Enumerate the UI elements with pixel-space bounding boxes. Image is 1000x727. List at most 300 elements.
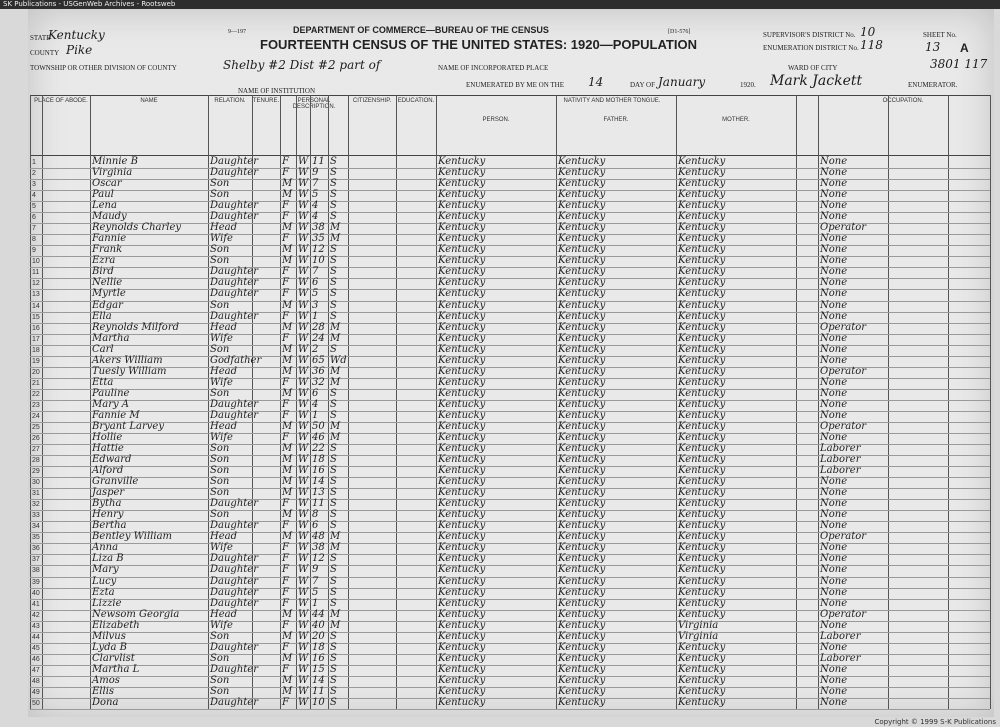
person-name: Mary bbox=[92, 564, 119, 576]
row-number: 35 bbox=[32, 534, 40, 542]
mother-birthplace: Kentucky bbox=[678, 299, 726, 311]
sex: F bbox=[282, 167, 289, 179]
sheet-value: 13 bbox=[925, 40, 941, 54]
father-birthplace: Kentucky bbox=[558, 255, 606, 267]
person-name: Reynolds Milford bbox=[92, 321, 180, 333]
sex: F bbox=[282, 211, 289, 223]
race: W bbox=[298, 487, 309, 499]
row-number: 40 bbox=[32, 589, 40, 597]
age: 38 bbox=[312, 542, 325, 554]
race: W bbox=[298, 531, 309, 543]
race: W bbox=[298, 465, 309, 477]
age: 4 bbox=[312, 211, 319, 223]
relation: Son bbox=[210, 652, 230, 664]
occupation: None bbox=[820, 299, 848, 311]
sex: F bbox=[282, 696, 289, 708]
race: W bbox=[298, 652, 309, 664]
sex: M bbox=[282, 487, 293, 499]
birthplace: Kentucky bbox=[438, 443, 486, 455]
age: 16 bbox=[312, 652, 325, 664]
row-number: 38 bbox=[32, 567, 40, 575]
person-name: Minnie B bbox=[92, 156, 138, 167]
race: W bbox=[298, 310, 309, 322]
father-birthplace: Kentucky bbox=[558, 641, 606, 653]
occupation: None bbox=[820, 696, 848, 708]
marital-status: S bbox=[330, 299, 337, 311]
marital-status: S bbox=[330, 156, 337, 167]
mother-birthplace: Kentucky bbox=[678, 398, 726, 410]
occupation: None bbox=[820, 156, 848, 167]
sex: M bbox=[282, 652, 293, 664]
mother-birthplace: Kentucky bbox=[678, 432, 726, 443]
sex: M bbox=[282, 244, 293, 256]
row-number: 50 bbox=[32, 699, 40, 707]
age: 4 bbox=[312, 200, 319, 212]
mother-birthplace: Kentucky bbox=[678, 156, 726, 167]
occupation: None bbox=[820, 509, 848, 521]
relation: Daughter bbox=[210, 277, 258, 289]
occupation: None bbox=[820, 387, 848, 399]
age: 9 bbox=[312, 564, 319, 576]
header-personal: PERSONAL DESCRIPTION. bbox=[292, 98, 336, 110]
occupation: Operator bbox=[820, 608, 867, 620]
mother-birthplace: Kentucky bbox=[678, 509, 726, 521]
birthplace: Kentucky bbox=[438, 619, 486, 631]
relation: Head bbox=[210, 420, 238, 432]
occupation: Operator bbox=[820, 365, 867, 377]
archive-banner: SK Publications - USGenWeb Archives - Rootsweb bbox=[0, 0, 1000, 9]
mother-birthplace: Kentucky bbox=[678, 696, 726, 708]
occupation: Operator bbox=[820, 222, 867, 234]
marital-status: M bbox=[330, 222, 341, 234]
sex: M bbox=[282, 454, 293, 466]
sheet-letter: A bbox=[960, 41, 969, 55]
person-name: Reynolds Charley bbox=[92, 222, 182, 234]
race: W bbox=[298, 398, 309, 410]
mother-birthplace: Kentucky bbox=[678, 354, 726, 366]
mother-birthplace: Kentucky bbox=[678, 189, 726, 201]
sex: F bbox=[282, 498, 289, 510]
father-birthplace: Kentucky bbox=[558, 630, 606, 642]
sex: M bbox=[282, 465, 293, 477]
age: 48 bbox=[312, 531, 325, 543]
mother-birthplace: Kentucky bbox=[678, 531, 726, 543]
age: 6 bbox=[312, 277, 319, 289]
relation: Head bbox=[210, 222, 238, 234]
row-number: 41 bbox=[32, 600, 40, 608]
relation: Son bbox=[210, 387, 230, 399]
age: 38 bbox=[312, 222, 325, 234]
person-name: Alford bbox=[92, 465, 124, 477]
father-birthplace: Kentucky bbox=[558, 277, 606, 289]
occupation: Operator bbox=[820, 321, 867, 333]
birthplace: Kentucky bbox=[438, 454, 486, 466]
relation: Son bbox=[210, 255, 230, 267]
row-number: 16 bbox=[32, 324, 40, 332]
marital-status: M bbox=[330, 420, 341, 432]
sheet-label: SHEET No. bbox=[923, 31, 957, 39]
mother-birthplace: Kentucky bbox=[678, 332, 726, 344]
row-number: 7 bbox=[32, 225, 36, 233]
person-name: Amos bbox=[92, 674, 120, 686]
race: W bbox=[298, 432, 309, 443]
occupation: Laborer bbox=[820, 652, 861, 664]
person-name: Paul bbox=[92, 189, 114, 201]
marital-status: S bbox=[330, 696, 337, 708]
father-birthplace: Kentucky bbox=[558, 156, 606, 167]
sex: F bbox=[282, 641, 289, 653]
sex: F bbox=[282, 266, 289, 278]
birthplace: Kentucky bbox=[438, 652, 486, 664]
person-name: Edgar bbox=[92, 299, 123, 311]
person-name: Carl bbox=[92, 343, 114, 355]
incorporated-label: NAME OF INCORPORATED PLACE bbox=[438, 64, 549, 72]
marital-status: S bbox=[330, 663, 337, 675]
person-name: Elizabeth bbox=[92, 619, 140, 631]
birthplace: Kentucky bbox=[438, 586, 486, 598]
mother-birthplace: Kentucky bbox=[678, 321, 726, 333]
mother-birthplace: Kentucky bbox=[678, 674, 726, 686]
race: W bbox=[298, 244, 309, 256]
marital-status: S bbox=[330, 553, 337, 565]
mother-birthplace: Kentucky bbox=[678, 608, 726, 620]
relation: Daughter bbox=[210, 498, 258, 510]
person-name: Akers William bbox=[92, 354, 163, 366]
age: 14 bbox=[312, 674, 325, 686]
occupation: Laborer bbox=[820, 454, 861, 466]
age: 9 bbox=[312, 167, 319, 179]
race: W bbox=[298, 189, 309, 201]
sex: M bbox=[282, 674, 293, 686]
relation: Daughter bbox=[210, 520, 258, 532]
mother-birthplace: Kentucky bbox=[678, 465, 726, 477]
occupation: None bbox=[820, 674, 848, 686]
age: 24 bbox=[312, 332, 325, 344]
race: W bbox=[298, 575, 309, 587]
relation: Head bbox=[210, 531, 238, 543]
mother-birthplace: Kentucky bbox=[678, 520, 726, 532]
row-number: 4 bbox=[32, 192, 36, 200]
col-line bbox=[436, 95, 437, 709]
age: 1 bbox=[312, 310, 319, 322]
birthplace: Kentucky bbox=[438, 200, 486, 212]
state-value: Kentucky bbox=[48, 28, 105, 42]
marital-status: S bbox=[330, 641, 337, 653]
race: W bbox=[298, 630, 309, 642]
marital-status: S bbox=[330, 509, 337, 521]
occupation: Operator bbox=[820, 420, 867, 432]
occupation: None bbox=[820, 332, 848, 344]
row-number: 15 bbox=[32, 313, 40, 321]
age: 12 bbox=[312, 553, 325, 565]
occupation: Laborer bbox=[820, 443, 861, 455]
person-name: Oscar bbox=[92, 178, 122, 190]
age: 35 bbox=[312, 233, 325, 245]
age: 18 bbox=[312, 454, 325, 466]
occupation: None bbox=[820, 476, 848, 488]
relation: Daughter bbox=[210, 564, 258, 576]
sex: M bbox=[282, 222, 293, 234]
marital-status: M bbox=[330, 542, 341, 554]
mother-birthplace: Kentucky bbox=[678, 365, 726, 377]
sex: M bbox=[282, 255, 293, 267]
father-birthplace: Kentucky bbox=[558, 531, 606, 543]
sex: F bbox=[282, 156, 289, 167]
father-birthplace: Kentucky bbox=[558, 167, 606, 179]
person-name: Tuesly William bbox=[92, 365, 167, 377]
occupation: None bbox=[820, 398, 848, 410]
marital-status: S bbox=[330, 520, 337, 532]
enumerator-name: Mark Jackett bbox=[770, 73, 863, 89]
sex: M bbox=[282, 531, 293, 543]
relation: Wife bbox=[210, 432, 233, 443]
header-nativity: NATIVITY AND MOTHER TONGUE. bbox=[563, 98, 661, 104]
occupation: None bbox=[820, 167, 848, 179]
birthplace: Kentucky bbox=[438, 211, 486, 223]
sex: F bbox=[282, 520, 289, 532]
marital-status: S bbox=[330, 685, 337, 697]
age: 8 bbox=[312, 509, 319, 521]
sex: F bbox=[282, 288, 289, 300]
row-number: 3 bbox=[32, 181, 36, 189]
person-name: Ezta bbox=[92, 586, 115, 598]
person-name: Frank bbox=[92, 244, 123, 256]
birthplace: Kentucky bbox=[438, 277, 486, 289]
birthplace: Kentucky bbox=[438, 498, 486, 510]
person-name: Lizzie bbox=[92, 597, 122, 609]
mother-birthplace: Kentucky bbox=[678, 663, 726, 675]
marital-status: S bbox=[330, 652, 337, 664]
mother-birthplace: Kentucky bbox=[678, 200, 726, 212]
sex: M bbox=[282, 509, 293, 521]
occupation: None bbox=[820, 200, 848, 212]
occupation: None bbox=[820, 564, 848, 576]
sex: F bbox=[282, 586, 289, 598]
occupation: None bbox=[820, 619, 848, 631]
father-birthplace: Kentucky bbox=[558, 365, 606, 377]
mother-birthplace: Kentucky bbox=[678, 233, 726, 245]
birthplace: Kentucky bbox=[438, 564, 486, 576]
row-number: 14 bbox=[32, 302, 40, 310]
father-birthplace: Kentucky bbox=[558, 509, 606, 521]
person-name: Fannie bbox=[92, 233, 127, 245]
father-birthplace: Kentucky bbox=[558, 454, 606, 466]
race: W bbox=[298, 509, 309, 521]
sex: F bbox=[282, 432, 289, 443]
race: W bbox=[298, 685, 309, 697]
birthplace: Kentucky bbox=[438, 299, 486, 311]
father-birthplace: Kentucky bbox=[558, 432, 606, 443]
father-birthplace: Kentucky bbox=[558, 189, 606, 201]
father-birthplace: Kentucky bbox=[558, 586, 606, 598]
relation: Wife bbox=[210, 233, 233, 245]
father-birthplace: Kentucky bbox=[558, 652, 606, 664]
occupation: None bbox=[820, 597, 848, 609]
person-name: Edward bbox=[92, 454, 132, 466]
father-birthplace: Kentucky bbox=[558, 443, 606, 455]
census-title: FOURTEENTH CENSUS OF THE UNITED STATES: 1920—POPULATION bbox=[260, 37, 697, 52]
mother-birthplace: Kentucky bbox=[678, 586, 726, 598]
race: W bbox=[298, 409, 309, 421]
col-line bbox=[280, 95, 281, 709]
person-name: Bryant Larvey bbox=[92, 420, 164, 432]
race: W bbox=[298, 520, 309, 532]
sex: M bbox=[282, 321, 293, 333]
mother-birthplace: Kentucky bbox=[678, 454, 726, 466]
occupation: None bbox=[820, 641, 848, 653]
relation: Wife bbox=[210, 332, 233, 344]
father-birthplace: Kentucky bbox=[558, 288, 606, 300]
marital-status: M bbox=[330, 608, 341, 620]
race: W bbox=[298, 266, 309, 278]
enumerated-day: 14 bbox=[588, 75, 604, 89]
relation: Son bbox=[210, 454, 230, 466]
occupation: None bbox=[820, 520, 848, 532]
relation: Daughter bbox=[210, 310, 258, 322]
birthplace: Kentucky bbox=[438, 310, 486, 322]
race: W bbox=[298, 365, 309, 377]
occupation: None bbox=[820, 553, 848, 565]
father-birthplace: Kentucky bbox=[558, 608, 606, 620]
sex: M bbox=[282, 343, 293, 355]
age: 16 bbox=[312, 465, 325, 477]
father-birthplace: Kentucky bbox=[558, 696, 606, 708]
header-occupation: OCCUPATION. bbox=[882, 98, 924, 104]
relation: Daughter bbox=[210, 553, 258, 565]
sex: F bbox=[282, 564, 289, 576]
mother-birthplace: Kentucky bbox=[678, 277, 726, 289]
enumeration-value: 118 bbox=[860, 38, 883, 52]
age: 11 bbox=[312, 498, 325, 510]
age: 4 bbox=[312, 398, 319, 410]
occupation: None bbox=[820, 244, 848, 256]
father-birthplace: Kentucky bbox=[558, 398, 606, 410]
sex: M bbox=[282, 476, 293, 488]
sex: F bbox=[282, 409, 289, 421]
col-line bbox=[888, 95, 889, 709]
occupation: None bbox=[820, 409, 848, 421]
age: 36 bbox=[312, 365, 325, 377]
birthplace: Kentucky bbox=[438, 398, 486, 410]
marital-status: S bbox=[330, 564, 337, 576]
race: W bbox=[298, 277, 309, 289]
subheader-father: FATHER. bbox=[603, 117, 629, 123]
mother-birthplace: Kentucky bbox=[678, 244, 726, 256]
person-name: Hattie bbox=[92, 443, 124, 455]
person-name: Granville bbox=[92, 476, 139, 488]
department-line: DEPARTMENT OF COMMERCE—BUREAU OF THE CENSUS bbox=[293, 25, 549, 35]
mother-birthplace: Kentucky bbox=[678, 409, 726, 421]
age: 5 bbox=[312, 189, 319, 201]
mother-birthplace: Kentucky bbox=[678, 564, 726, 576]
birthplace: Kentucky bbox=[438, 575, 486, 587]
person-name: Dona bbox=[92, 696, 119, 708]
occupation: None bbox=[820, 685, 848, 697]
person-name: Nellie bbox=[92, 277, 123, 289]
sex: F bbox=[282, 398, 289, 410]
race: W bbox=[298, 200, 309, 212]
marital-status: M bbox=[330, 376, 341, 388]
race: W bbox=[298, 420, 309, 432]
relation: Son bbox=[210, 465, 230, 477]
row-number: 43 bbox=[32, 622, 40, 630]
sex: M bbox=[282, 354, 293, 366]
marital-status: S bbox=[330, 443, 337, 455]
marital-status: M bbox=[330, 321, 341, 333]
person-name: Virginia bbox=[92, 167, 133, 179]
relation: Son bbox=[210, 178, 230, 190]
birthplace: Kentucky bbox=[438, 476, 486, 488]
occupation: None bbox=[820, 586, 848, 598]
age: 28 bbox=[312, 321, 325, 333]
row-number: 27 bbox=[32, 446, 40, 454]
relation: Godfather bbox=[210, 354, 262, 366]
relation: Son bbox=[210, 685, 230, 697]
marital-status: S bbox=[330, 255, 337, 267]
birthplace: Kentucky bbox=[438, 365, 486, 377]
race: W bbox=[298, 674, 309, 686]
marital-status: M bbox=[330, 531, 341, 543]
father-birthplace: Kentucky bbox=[558, 663, 606, 675]
relation: Son bbox=[210, 443, 230, 455]
person-name: Pauline bbox=[92, 387, 130, 399]
age: 18 bbox=[312, 641, 325, 653]
age: 1 bbox=[312, 597, 319, 609]
supervisor-value: 10 bbox=[860, 25, 876, 39]
relation: Daughter bbox=[210, 266, 258, 278]
person-name: Bytha bbox=[92, 498, 122, 510]
col-line bbox=[348, 95, 349, 709]
marital-status: S bbox=[330, 597, 337, 609]
relation: Son bbox=[210, 476, 230, 488]
col-line bbox=[948, 95, 949, 709]
marital-status: S bbox=[330, 189, 337, 201]
mother-birthplace: Kentucky bbox=[678, 343, 726, 355]
relation: Daughter bbox=[210, 211, 258, 223]
year-label: 1920. bbox=[740, 81, 756, 89]
race: W bbox=[298, 343, 309, 355]
occupation: None bbox=[820, 211, 848, 223]
race: W bbox=[298, 376, 309, 388]
person-name: Henry bbox=[92, 509, 124, 521]
race: W bbox=[298, 663, 309, 675]
col-line bbox=[396, 95, 397, 709]
row-number: 22 bbox=[32, 390, 40, 398]
occupation: None bbox=[820, 255, 848, 267]
row-number: 13 bbox=[32, 291, 40, 299]
row-number: 9 bbox=[32, 247, 36, 255]
father-birthplace: Kentucky bbox=[558, 299, 606, 311]
race: W bbox=[298, 167, 309, 179]
race: W bbox=[298, 564, 309, 576]
age: 2 bbox=[312, 343, 319, 355]
occupation: None bbox=[820, 663, 848, 675]
enumerator-label: ENUMERATOR. bbox=[908, 81, 958, 89]
birthplace: Kentucky bbox=[438, 343, 486, 355]
row-number: 48 bbox=[32, 677, 40, 685]
copyright-footer: Copyright © 1999 S-K Publications bbox=[874, 718, 996, 726]
race: W bbox=[298, 641, 309, 653]
race: W bbox=[298, 476, 309, 488]
age: 40 bbox=[312, 619, 325, 631]
sex: M bbox=[282, 178, 293, 190]
marital-status: M bbox=[330, 619, 341, 631]
age: 3 bbox=[312, 299, 319, 311]
race: W bbox=[298, 498, 309, 510]
age: 20 bbox=[312, 630, 325, 642]
relation: Daughter bbox=[210, 663, 258, 675]
relation: Wife bbox=[210, 619, 233, 631]
